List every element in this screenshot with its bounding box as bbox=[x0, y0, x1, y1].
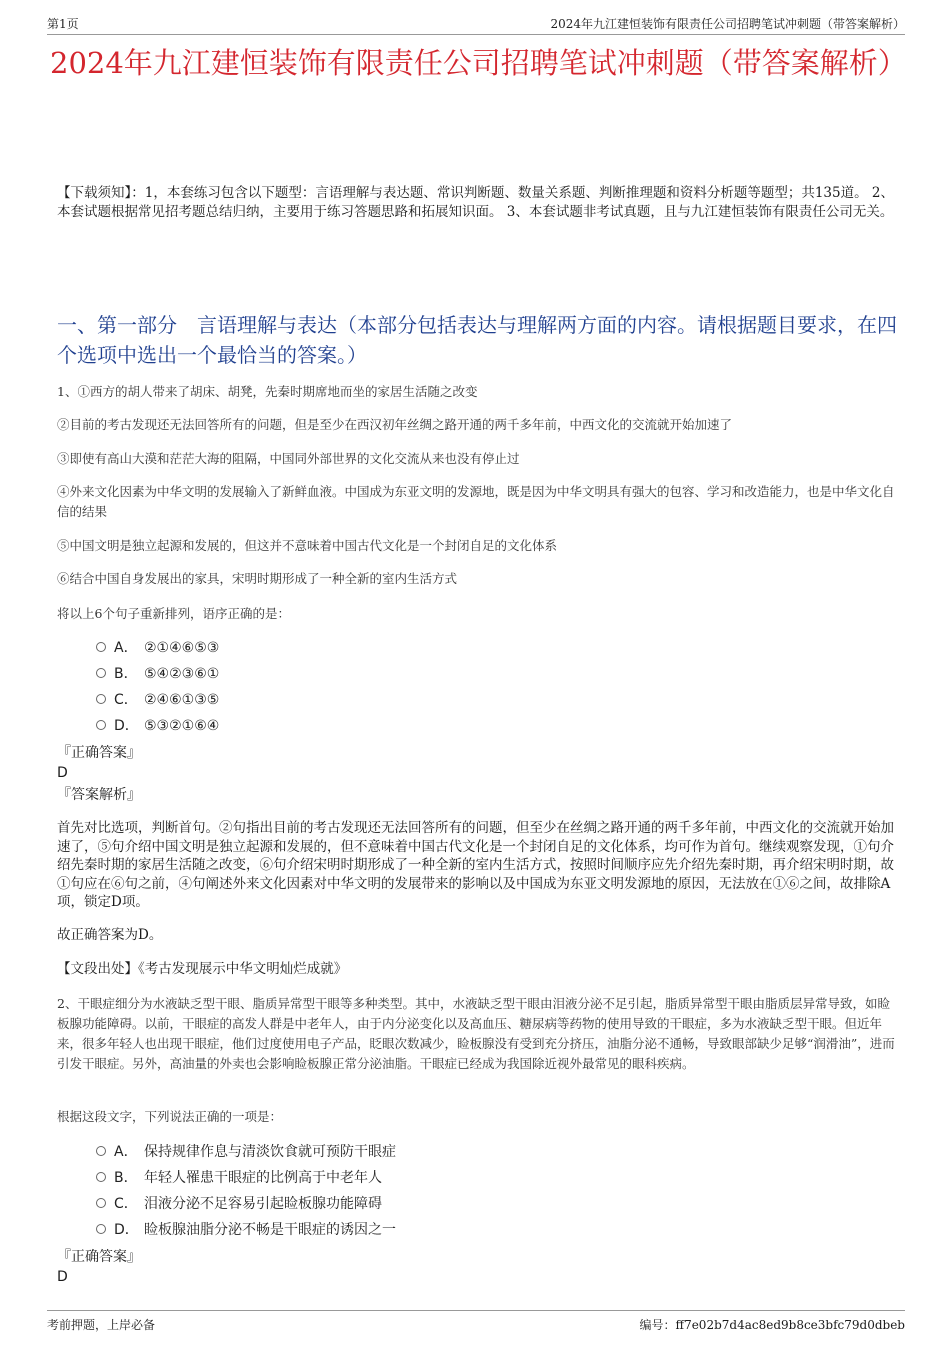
q1-option-d[interactable]: D． ⑤③②①⑥④ bbox=[96, 716, 219, 736]
q1-analysis-label: 『答案解析』 bbox=[57, 787, 141, 803]
q1-sentence-5: ⑤中国文明是独立起源和发展的，但这并不意味着中国古代文化是一个封闭自足的文化体系 bbox=[57, 538, 558, 553]
q2-option-b[interactable]: B． 年轻人罹患干眼症的比例高于中老年人 bbox=[96, 1168, 382, 1188]
q1-sentence-1: 1、①西方的胡人带来了胡床、胡凳，先秦时期席地而坐的家居生活随之改变 bbox=[57, 384, 478, 399]
q1-option-b[interactable]: B． ⑤④②③⑥① bbox=[96, 664, 219, 684]
header-doc-title: 2024年九江建恒装饰有限责任公司招聘笔试冲刺题（带答案解析） bbox=[550, 17, 905, 31]
q1-sentence-6: ⑥结合中国自身发展出的家具，宋明时期形成了一种全新的室内生活方式 bbox=[57, 571, 458, 586]
q1-prompt: 将以上6个句子重新排列，语序正确的是： bbox=[57, 606, 290, 621]
q2-answer-label: 『正确答案』 bbox=[57, 1249, 141, 1265]
q1-sentence-4: ④外来文化因素为中华文明的发展输入了新鲜血液。中国成为东亚文明的发源地，既是因为中华文明具有强大的包容、学习和改造能力，也是中华文化自信的结果 bbox=[57, 484, 895, 519]
radio-icon[interactable] bbox=[96, 1198, 106, 1208]
radio-icon[interactable] bbox=[96, 1172, 106, 1182]
q1-source: 【文段出处】《考古发现展示中华文明灿烂成就》 bbox=[57, 961, 348, 977]
page-title: 2024年九江建恒装饰有限责任公司招聘笔试冲刺题（带答案解析） bbox=[50, 46, 907, 80]
download-notice: 【下载须知】：1，本套练习包含以下题型：言语理解与表达题、常识判断题、数量关系题、判断推理题和资料分析题等题型；共135道。 2、本套试题根据常见招考题总结归纳，主要用于练习答题思路和拓展知识面。 3、本套试题非考试真题，且与九江建恒装饰有限责任公司无关。 bbox=[57, 185, 894, 220]
radio-icon[interactable] bbox=[96, 668, 106, 678]
q2-answer: D bbox=[57, 1269, 68, 1285]
q1-option-c[interactable]: C． ②④⑥①③⑤ bbox=[96, 690, 219, 710]
q1-answer-label: 『正确答案』 bbox=[57, 745, 141, 761]
q2-option-a[interactable]: A． 保持规律作息与清淡饮食就可预防干眼症 bbox=[96, 1142, 396, 1162]
footer-slogan: 考前押题，上岸必备 bbox=[47, 1318, 156, 1332]
q2-prompt: 根据这段文字，下列说法正确的一项是： bbox=[57, 1109, 283, 1124]
q1-answer: D bbox=[57, 765, 68, 781]
radio-icon[interactable] bbox=[96, 642, 106, 652]
radio-icon[interactable] bbox=[96, 1224, 106, 1234]
q1-analysis: 首先对比选项，判断首句。②句指出目前的考古发现还无法回答所有的问题，但至少在丝绸之路开通的两千多年前，中西文化的交流就开始加速了，⑤句介绍中国文明是独立起源和发展的，但不意味着中国古代文化是一个封闭自足的文化体系，均可作为首句。继续观察发现，①句介绍先秦时期的家居生活随之改变，⑥句介绍宋明时期形成了一种全新的室内生活方式，按照时间顺序应先介绍先秦时期，再介绍宋明时期，故①句应在⑥句之前，④句阐述外来文化因素对中华文明的发展带来的影响以及中国成为东亚文明发源地的原因，无法放在①⑥之间，故排除A项，锁定D项。 bbox=[57, 820, 894, 910]
page-number: 第1页 bbox=[47, 17, 79, 31]
page-header bbox=[47, 12, 905, 35]
radio-icon[interactable] bbox=[96, 1146, 106, 1156]
radio-icon[interactable] bbox=[96, 694, 106, 704]
radio-icon[interactable] bbox=[96, 720, 106, 730]
q2-option-c[interactable]: C． 泪液分泌不足容易引起睑板腺功能障碍 bbox=[96, 1194, 382, 1214]
q1-sentence-2: ②目前的考古发现还无法回答所有的问题，但是至少在西汉初年丝绸之路开通的两千多年前，中西文化的交流就开始加速了 bbox=[57, 417, 733, 432]
q2-passage: 2、干眼症细分为水液缺乏型干眼、脂质异常型干眼等多种类型。其中，水液缺乏型干眼由泪液分泌不足引起，脂质异常型干眼由脂质层异常导致，如睑板腺功能障碍。以前，干眼症的高发人群是中老年人，由于内分泌变化以及高血压、糖尿病等药物的使用导致的干眼症，多为水液缺乏型干眼。但近年来，很多年轻人也出现干眼症，他们过度使用电子产品，眨眼次数减少，睑板腺没有受到充分挤压，油脂分泌不通畅，导致眼部缺少足够“润滑油”，进而引发干眼症。另外，高油量的外卖也会影响睑板腺正常分泌油脂。干眼症已经成为我国除近视外最常见的眼科疾病。 bbox=[57, 996, 895, 1071]
section-heading: 一、第一部分 言语理解与表达（本部分包括表达与理解两方面的内容。请根据题目要求，在四个选项中选出一个最恰当的答案。） bbox=[57, 313, 897, 367]
q1-conclusion: 故正确答案为D。 bbox=[57, 927, 163, 943]
q1-sentence-3: ③即使有高山大漠和茫茫大海的阻隔，中国同外部世界的文化交流从来也没有停止过 bbox=[57, 451, 520, 466]
q2-option-d[interactable]: D． 睑板腺油脂分泌不畅是干眼症的诱因之一 bbox=[96, 1220, 396, 1240]
footer-doc-id: 编号：ff7e02b7d4ac8ed9b8ce3bfc79d0dbeb bbox=[639, 1318, 905, 1332]
page-footer bbox=[47, 1310, 905, 1337]
q1-option-a[interactable]: A． ②①④⑥⑤③ bbox=[96, 638, 219, 658]
